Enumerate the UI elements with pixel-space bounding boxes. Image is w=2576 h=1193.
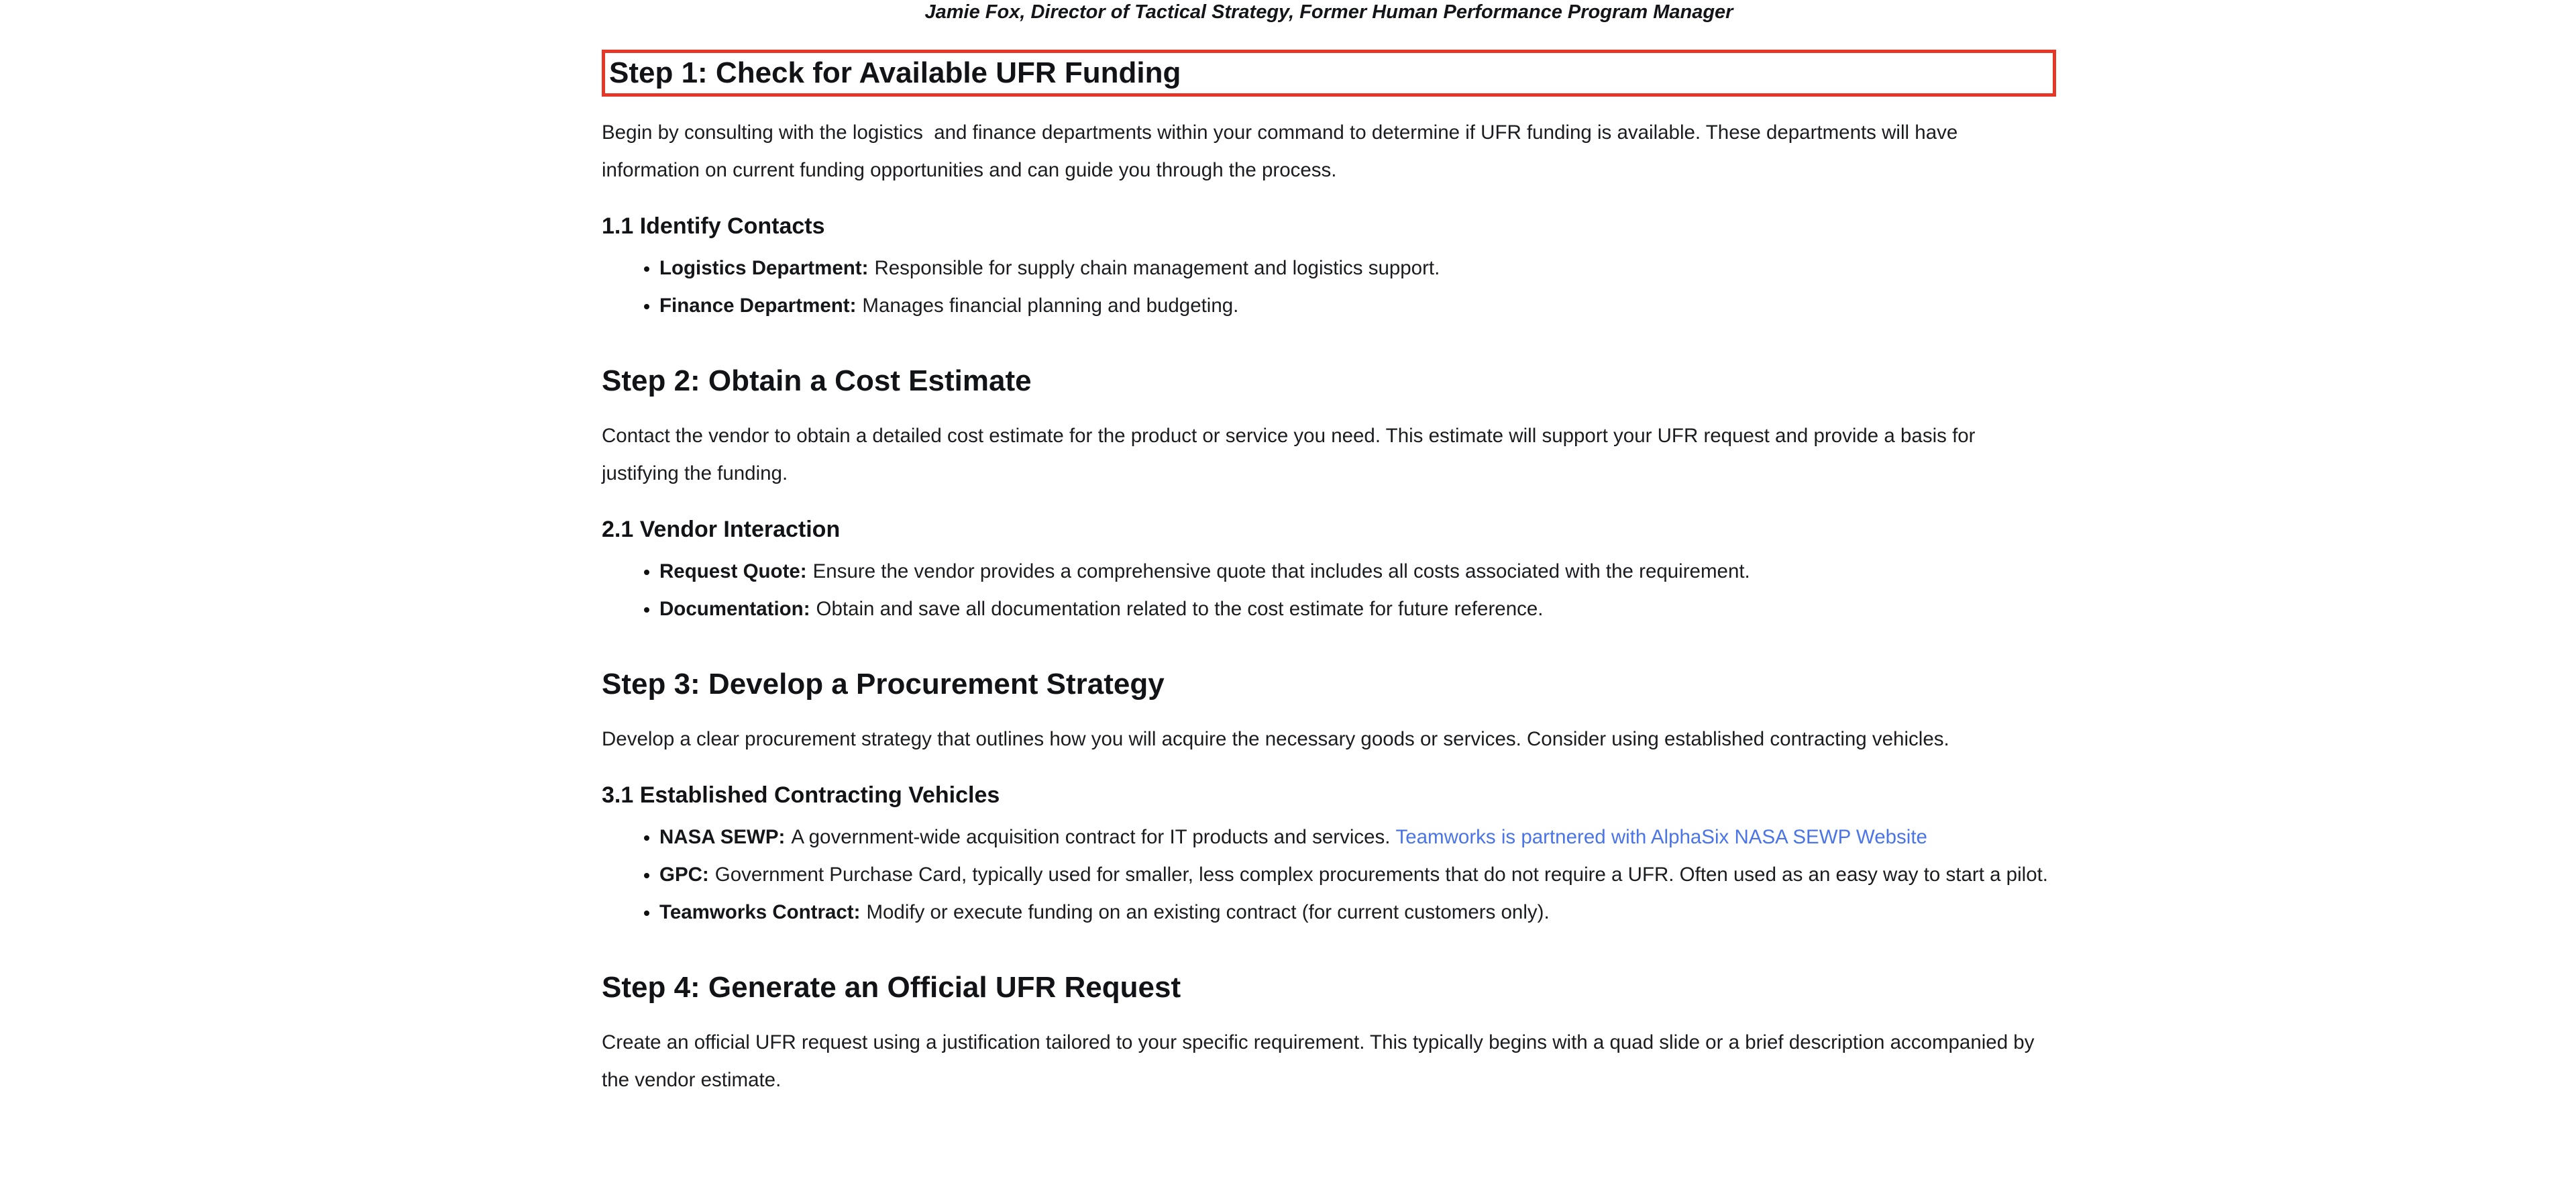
step-3-heading: Step 3: Develop a Procurement Strategy: [602, 668, 1165, 701]
bullet-text: Ensure the vendor provides a comprehensive quote that includes all costs associated with the requirement.: [812, 560, 1750, 582]
step-3-intro: Develop a clear procurement strategy that outlines how you will acquire the necessary goods or services. Consider using established contracting vehicles.: [602, 728, 1949, 750]
step-1-bullet-list: [602, 250, 2056, 325]
document-content: [602, 0, 2056, 1099]
bullet-label: NASA SEWP:: [659, 826, 786, 848]
bullet-label: Finance Department:: [659, 295, 857, 317]
step-1-intro: Begin by consulting with the logistics and finance departments within your command to determine if UFR funding is available. These departments will have information on current funding opportunities and can guide you through the process.: [602, 121, 1964, 181]
step-2-intro: Contact the vendor to obtain a detailed cost estimate for the product or service you need. This estimate will support your UFR request and provide a basis for justifying the funding.: [602, 425, 1981, 484]
list-item: [659, 553, 2056, 590]
bullet-label: Documentation:: [659, 598, 810, 620]
list-item: [659, 819, 2056, 856]
bullet-label: Request Quote:: [659, 560, 807, 582]
bullet-label: GPC:: [659, 864, 709, 886]
bullet-label: Logistics Department:: [659, 257, 869, 279]
list-item: [659, 287, 2056, 325]
bullet-text: Obtain and save all documentation related to the cost estimate for future reference.: [816, 598, 1544, 620]
bullet-text: Modify or execute funding on an existing contract (for current customers only).: [866, 901, 1550, 923]
subheading-1-1: 1.1 Identify Contacts: [602, 213, 825, 239]
bullet-text: Manages financial planning and budgeting.: [862, 295, 1239, 317]
list-item: [659, 894, 2056, 931]
step-1-heading-highlight-box: Step 1: Check for Available UFR Funding: [602, 50, 2056, 97]
bullet-text: A government-wide acquisition contract for IT products and services.: [791, 826, 1391, 848]
step-2-heading: Step 2: Obtain a Cost Estimate: [602, 364, 1032, 397]
step-3-bullet-list: [602, 819, 2056, 931]
list-item: [659, 590, 2056, 628]
bullet-text: Government Purchase Card, typically used for smaller, less complex procurements that do not require a UFR. Often used as an easy way to start a pilot.: [714, 864, 2048, 886]
list-item: [659, 856, 2056, 894]
byline: Jamie Fox, Director of Tactical Strategy, Former Human Performance Program Manager: [924, 1, 1733, 23]
subheading-2-1: 2.1 Vendor Interaction: [602, 517, 841, 542]
step-4-heading: Step 4: Generate an Official UFR Request: [602, 971, 1181, 1004]
step-4-intro: Create an official UFR request using a justification tailored to your specific requirement. This typically begins with a quad slide or a brief description accompanied by the vendor estimate.: [602, 1031, 2040, 1091]
subheading-3-1: 3.1 Established Contracting Vehicles: [602, 782, 1000, 808]
bullet-label: Teamworks Contract:: [659, 901, 861, 923]
bullet-text: Responsible for supply chain management and logistics support.: [874, 257, 1440, 279]
nasa-sewp-website-link[interactable]: Teamworks is partnered with AlphaSix NASA SEWP Website: [1395, 826, 1927, 848]
step-2-bullet-list: [602, 553, 2056, 628]
list-item: [659, 250, 2056, 287]
